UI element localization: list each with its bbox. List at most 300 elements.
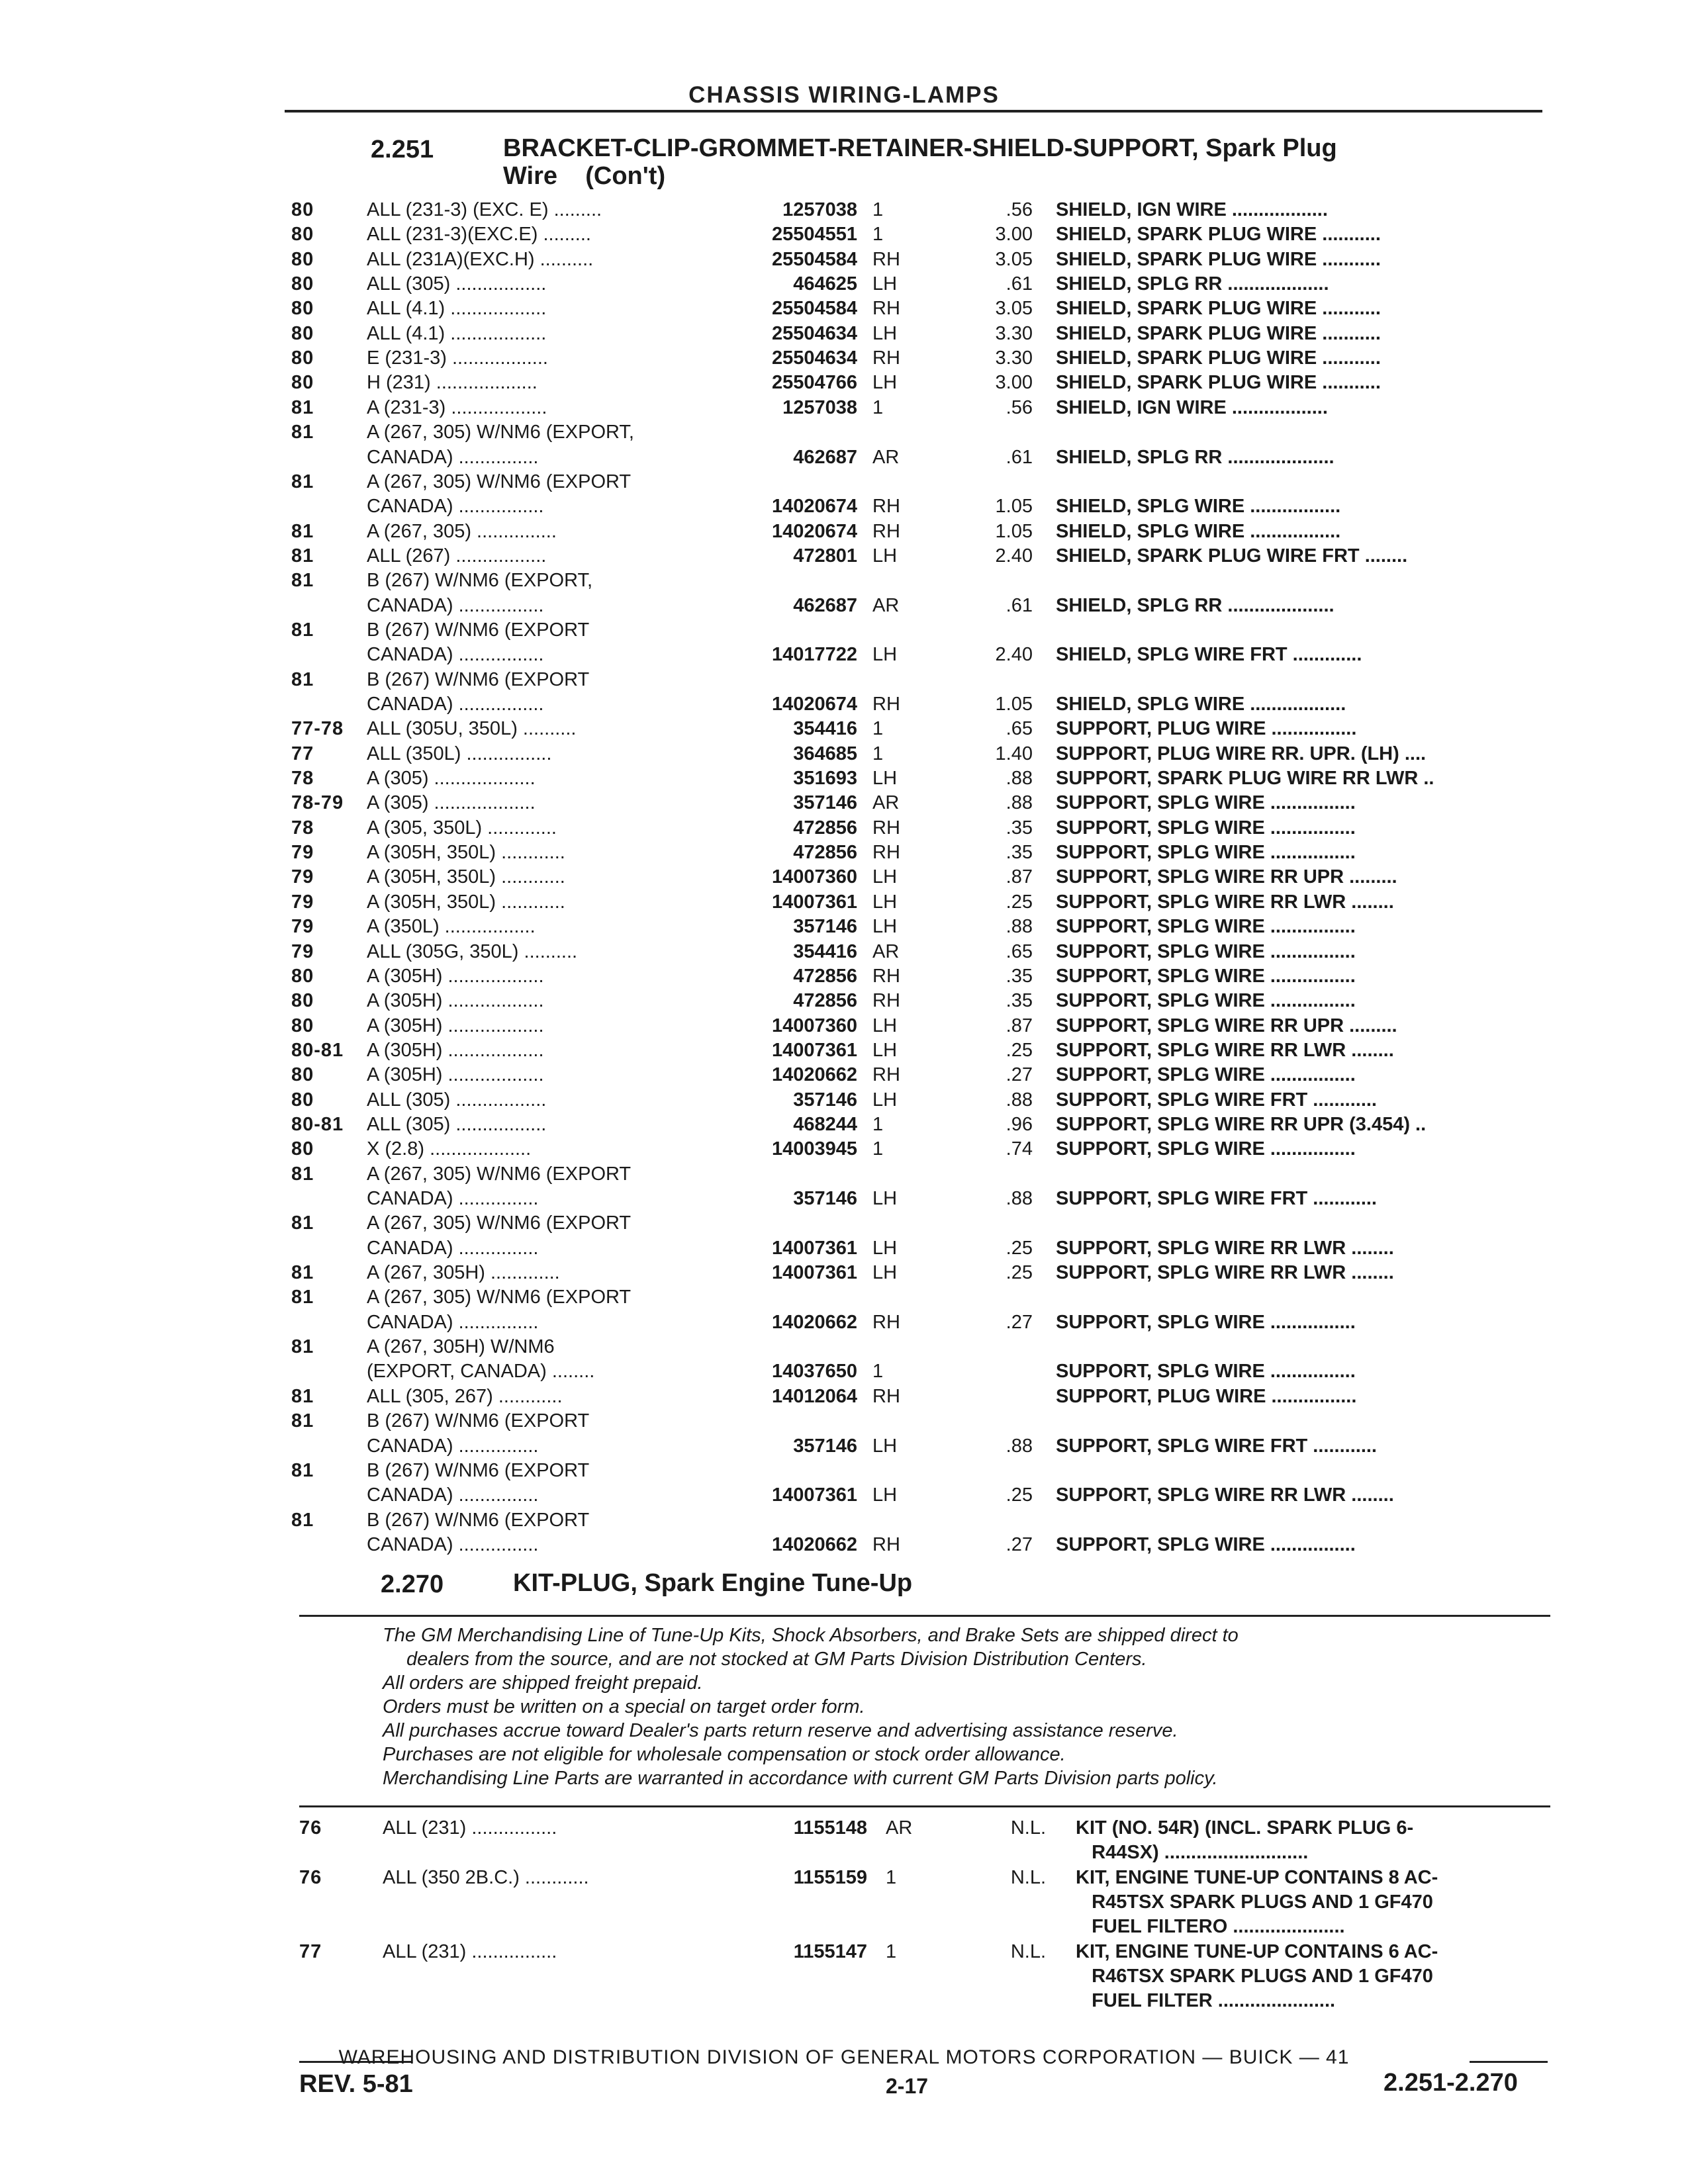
section-number: 2.251 [371, 136, 434, 163]
price-cell: 3.05 [995, 298, 1033, 320]
description-cell: FUEL FILTER ...................... [1076, 1990, 1336, 2012]
quantity-cell: 1 [872, 199, 884, 220]
table-row [0, 964, 1688, 989]
table-row [0, 1210, 1688, 1236]
part-number-cell: 14007360 [771, 866, 857, 888]
part-number-cell: 14020674 [771, 520, 857, 542]
part-number-cell: 14007360 [771, 1015, 857, 1036]
description-cell: SUPPORT, SPLG WIRE ................ [1056, 916, 1356, 938]
application-cell: ALL (350 2B.C.) ............ [383, 1866, 589, 1888]
description-cell: SUPPORT, SPLG WIRE FRT ............ [1056, 1435, 1377, 1457]
table-row [0, 716, 1688, 741]
price-cell: 3.05 [995, 248, 1033, 270]
part-number-cell: 354416 [793, 718, 857, 740]
merchandising-notes [383, 1623, 1239, 1790]
table-row [0, 1458, 1688, 1483]
application-cell: A (267, 305) W/NM6 (EXPORT [367, 1163, 632, 1185]
table-row [0, 766, 1688, 791]
description-cell: SUPPORT, SPLG WIRE RR UPR (3.454) .. [1056, 1113, 1427, 1135]
part-number-cell: 14020674 [771, 694, 857, 715]
table-row [0, 741, 1688, 766]
description-cell: SUPPORT, SPLG WIRE ................ [1056, 1533, 1356, 1555]
application-cell: ALL (305G, 350L) .......... [367, 940, 578, 962]
quantity-cell: RH [872, 1311, 900, 1333]
application-cell: CANADA) ............... [367, 446, 539, 468]
application-cell: ALL (305) ................. [367, 273, 547, 295]
table-row [0, 568, 1688, 593]
price-cell: .88 [1006, 792, 1033, 814]
description-cell: SHIELD, SPARK PLUG WIRE ........... [1056, 372, 1381, 394]
year-cell: 79 [291, 940, 314, 962]
price-cell: .56 [1006, 396, 1033, 418]
description-cell: SUPPORT, SPLG WIRE RR LWR ........ [1056, 1484, 1394, 1506]
description-cell: SHIELD, SPARK PLUG WIRE ........... [1056, 224, 1381, 246]
application-cell: ALL (267) ................. [367, 545, 547, 567]
part-number-cell: 472801 [793, 545, 857, 567]
description-cell: SHIELD, SPARK PLUG WIRE FRT ........ [1056, 545, 1408, 567]
price-cell: .65 [1006, 718, 1033, 740]
application-cell: A (305H) .................. [367, 1039, 544, 1061]
price-cell: .25 [1006, 891, 1033, 913]
price-cell: N.L. [1010, 1940, 1046, 1962]
price-cell: .88 [1006, 768, 1033, 790]
application-cell: A (267, 305) W/NM6 (EXPORT [367, 1212, 632, 1234]
year-cell: 80-81 [291, 1039, 344, 1061]
table-row [0, 889, 1688, 915]
part-number-cell: 364685 [793, 743, 857, 764]
price-cell: N.L. [1010, 1817, 1046, 1839]
footer-publisher: WAREHOUSING AND DISTRIBUTION DIVISION OF GENERAL MOTORS CORPORATION — BUICK — 41 [338, 2046, 1350, 2068]
quantity-cell: RH [872, 694, 900, 715]
part-number-cell: 25504584 [771, 298, 857, 320]
part-number-cell: 1257038 [782, 199, 857, 220]
part-number-cell: 351693 [793, 768, 857, 790]
table-row [0, 864, 1688, 889]
part-number-cell: 462687 [793, 446, 857, 468]
table-row [0, 692, 1688, 717]
year-cell: 81 [291, 1385, 314, 1407]
year-cell: 79 [291, 916, 314, 938]
table-row [0, 543, 1688, 569]
notes-bottom-rule [299, 1805, 1550, 1807]
quantity-cell: RH [872, 1385, 900, 1407]
price-cell: .35 [1006, 990, 1033, 1012]
price-cell: .61 [1006, 273, 1033, 295]
description-cell: SUPPORT, SPLG WIRE FRT ............ [1056, 1089, 1377, 1111]
quantity-cell: RH [872, 1533, 900, 1555]
description-cell: R44SX) ........................... [1076, 1842, 1309, 1864]
part-number-cell: 25504551 [771, 224, 857, 246]
price-cell: .25 [1006, 1039, 1033, 1061]
description-cell: SUPPORT, SPLG WIRE ................ [1056, 792, 1356, 814]
quantity-cell: 1 [872, 1113, 884, 1135]
quantity-cell: AR [886, 1817, 913, 1839]
quantity-cell: LH [872, 545, 898, 567]
part-number-cell: 472856 [793, 965, 857, 987]
part-number-cell: 1155148 [793, 1817, 867, 1839]
table-row [0, 1914, 1688, 1939]
table-row [0, 222, 1688, 247]
table-row [0, 1865, 1688, 1890]
table-row [0, 1236, 1688, 1261]
year-cell: 80 [291, 298, 314, 320]
price-cell: .61 [1006, 446, 1033, 468]
year-cell: 81 [291, 570, 314, 592]
description-cell: SUPPORT, SPLG WIRE ................ [1056, 940, 1356, 962]
description-cell: SUPPORT, SPARK PLUG WIRE RR LWR .. [1056, 768, 1434, 790]
application-cell: ALL (231) ................ [383, 1940, 557, 1962]
price-cell: .35 [1006, 817, 1033, 839]
table-row [0, 296, 1688, 321]
part-number-cell: 25504634 [771, 322, 857, 344]
table-row [0, 1087, 1688, 1113]
table-row [0, 1112, 1688, 1137]
description-cell: SUPPORT, SPLG WIRE ................ [1056, 1064, 1356, 1086]
notes-top-rule [299, 1615, 1550, 1617]
table-row [0, 1508, 1688, 1533]
price-cell: .88 [1006, 1188, 1033, 1209]
application-cell: B (267) W/NM6 (EXPORT [367, 1410, 590, 1432]
table-row [0, 1186, 1688, 1211]
description-cell: SUPPORT, SPLG WIRE ................ [1056, 842, 1356, 864]
year-cell: 80-81 [291, 1113, 344, 1135]
table-row [0, 1038, 1688, 1063]
application-cell: A (305) ................... [367, 792, 536, 814]
quantity-cell: RH [872, 842, 900, 864]
application-cell: B (267) W/NM6 (EXPORT [367, 1509, 590, 1531]
part-number-cell: 468244 [793, 1113, 857, 1135]
year-cell: 81 [291, 520, 314, 542]
application-cell: A (305H) .................. [367, 1064, 544, 1086]
table-row [0, 1136, 1688, 1161]
description-cell: SHIELD, SPLG RR .................... [1056, 594, 1335, 616]
application-cell: CANADA) ............... [367, 1435, 539, 1457]
price-cell: .96 [1006, 1113, 1033, 1135]
year-cell: 81 [291, 545, 314, 567]
note-line: Orders must be written on a special on target order form. [383, 1696, 865, 1717]
price-cell: 2.40 [995, 545, 1033, 567]
part-number-cell: 354416 [793, 940, 857, 962]
year-cell: 78-79 [291, 792, 344, 814]
note-line: All purchases accrue toward Dealer's parts return reserve and advertising assistance reserve. [383, 1720, 1178, 1741]
year-cell: 80 [291, 1015, 314, 1036]
table-row [0, 1939, 1688, 1964]
description-cell: R46TSX SPARK PLUGS AND 1 GF470 [1076, 1965, 1433, 1987]
price-cell: 3.30 [995, 347, 1033, 369]
price-cell: .25 [1006, 1484, 1033, 1506]
quantity-cell: LH [872, 644, 898, 666]
year-cell: 81 [291, 1163, 314, 1185]
table-row [0, 790, 1688, 815]
year-cell: 81 [291, 471, 314, 492]
part-number-cell: 14012064 [771, 1385, 857, 1407]
year-cell: 80 [291, 1089, 314, 1111]
quantity-cell: LH [872, 1484, 898, 1506]
application-cell: A (267, 305) W/NM6 (EXPORT, [367, 422, 634, 443]
part-number-cell: 1155147 [793, 1940, 867, 1962]
year-cell: 80 [291, 224, 314, 246]
description-cell: KIT (NO. 54R) (INCL. SPARK PLUG 6- [1076, 1817, 1414, 1839]
application-cell: A (305, 350L) ............. [367, 817, 557, 839]
application-cell: A (305H) .................. [367, 965, 544, 987]
table-row [0, 1285, 1688, 1310]
part-number-cell: 464625 [793, 273, 857, 295]
price-cell: .25 [1006, 1262, 1033, 1284]
application-cell: ALL (305, 267) ............ [367, 1385, 563, 1407]
year-cell: 80 [291, 248, 314, 270]
table-row [0, 1013, 1688, 1038]
quantity-cell: RH [872, 817, 900, 839]
description-cell: SUPPORT, SPLG WIRE ................ [1056, 1138, 1356, 1160]
description-cell: SUPPORT, SPLG WIRE ................ [1056, 1311, 1356, 1333]
quantity-cell: AR [872, 792, 900, 814]
section-number: 2.270 [381, 1570, 444, 1598]
application-cell: A (267, 305) W/NM6 (EXPORT [367, 1287, 632, 1308]
year-cell: 81 [291, 1336, 314, 1358]
quantity-cell: 1 [872, 718, 884, 740]
part-number-cell: 472856 [793, 990, 857, 1012]
description-cell: SUPPORT, SPLG WIRE RR UPR ......... [1056, 1015, 1397, 1036]
quantity-cell: LH [872, 1237, 898, 1259]
application-cell: A (267, 305H) ............. [367, 1262, 560, 1284]
part-number-cell: 1257038 [782, 396, 857, 418]
year-cell: 76 [299, 1817, 322, 1839]
table-row [0, 1260, 1688, 1285]
description-cell: SUPPORT, PLUG WIRE RR. UPR. (LH) .... [1056, 743, 1427, 764]
table-row [0, 519, 1688, 544]
price-cell: .88 [1006, 1089, 1033, 1111]
year-cell: 79 [291, 866, 314, 888]
part-number-cell: 472856 [793, 817, 857, 839]
description-cell: SHIELD, SPARK PLUG WIRE ........... [1056, 298, 1381, 320]
price-cell: .27 [1006, 1064, 1033, 1086]
table-row [0, 667, 1688, 692]
year-cell: 81 [291, 668, 314, 690]
table-row [0, 345, 1688, 371]
table-row [0, 1889, 1688, 1915]
price-cell: 1.05 [995, 520, 1033, 542]
price-cell: 2.40 [995, 644, 1033, 666]
price-cell: 1.05 [995, 496, 1033, 518]
application-cell: CANADA) ............... [367, 1188, 539, 1209]
quantity-cell: LH [872, 273, 898, 295]
price-cell: 1.40 [995, 743, 1033, 764]
table-row [0, 469, 1688, 494]
section-range: 2.251-2.270 [1383, 2069, 1518, 2097]
application-cell: CANADA) ............... [367, 1237, 539, 1259]
quantity-cell: 1 [872, 743, 884, 764]
application-cell: CANADA) ............... [367, 1533, 539, 1555]
quantity-cell: RH [872, 990, 900, 1012]
application-cell: ALL (231A)(EXC.H) .......... [367, 248, 594, 270]
part-number-cell: 472856 [793, 842, 857, 864]
note-line: dealers from the source, and are not stocked at GM Parts Division Distribution Centers. [406, 1649, 1147, 1670]
quantity-cell: LH [872, 1435, 898, 1457]
quantity-cell: 1 [886, 1940, 897, 1962]
table-row [0, 593, 1688, 618]
table-row [0, 1532, 1688, 1557]
application-cell: A (305H, 350L) ............ [367, 866, 565, 888]
quantity-cell: LH [872, 891, 898, 913]
price-cell: 1.05 [995, 694, 1033, 715]
year-cell: 79 [291, 891, 314, 913]
application-cell: ALL (4.1) .................. [367, 322, 547, 344]
description-cell: SUPPORT, SPLG WIRE FRT ............ [1056, 1188, 1377, 1209]
quantity-cell: RH [872, 298, 900, 320]
footer-right-rule [1470, 2061, 1548, 2063]
application-cell: A (305H, 350L) ............ [367, 842, 565, 864]
quantity-cell: LH [872, 768, 898, 790]
application-cell: A (231-3) .................. [367, 396, 547, 418]
part-number-cell: 357146 [793, 1089, 857, 1111]
section-title-line2: Wire (Con't) [503, 162, 666, 190]
description-cell: SHIELD, SPARK PLUG WIRE ........... [1056, 248, 1381, 270]
year-cell: 78 [291, 817, 314, 839]
part-number-cell: 14007361 [771, 1484, 857, 1506]
price-cell: .61 [1006, 594, 1033, 616]
description-cell: SHIELD, SPLG RR ................... [1056, 273, 1329, 295]
application-cell: CANADA) ................ [367, 644, 544, 666]
year-cell: 77 [299, 1940, 322, 1962]
year-cell: 80 [291, 965, 314, 987]
part-number-cell: 14020662 [771, 1064, 857, 1086]
table-row [0, 1482, 1688, 1508]
section-title: KIT-PLUG, Spark Engine Tune-Up [513, 1569, 913, 1597]
part-number-cell: 462687 [793, 594, 857, 616]
description-cell: SUPPORT, SPLG WIRE ................ [1056, 1361, 1356, 1383]
application-cell: CANADA) ................ [367, 694, 544, 715]
table-row [0, 494, 1688, 519]
application-cell: ALL (305U, 350L) .......... [367, 718, 577, 740]
price-cell: .27 [1006, 1311, 1033, 1333]
table-row [0, 395, 1688, 420]
description-cell: SUPPORT, SPLG WIRE RR LWR ........ [1056, 891, 1394, 913]
description-cell: SUPPORT, SPLG WIRE RR LWR ........ [1056, 1237, 1394, 1259]
quantity-cell: 1 [872, 1361, 884, 1383]
application-cell: A (267, 305H) W/NM6 [367, 1336, 555, 1358]
part-number-cell: 1155159 [793, 1866, 867, 1888]
note-line: Purchases are not eligible for wholesale compensation or stock order allowance. [383, 1744, 1066, 1765]
year-cell: 81 [291, 1410, 314, 1432]
description-cell: SHIELD, SPLG WIRE ................. [1056, 520, 1341, 542]
quantity-cell: RH [872, 965, 900, 987]
description-cell: SHIELD, SPLG WIRE ................. [1056, 496, 1341, 518]
year-cell: 76 [299, 1866, 322, 1888]
table-row [0, 1161, 1688, 1187]
table-row [0, 1408, 1688, 1433]
description-cell: SUPPORT, SPLG WIRE ................ [1056, 990, 1356, 1012]
part-number-cell: 14020662 [771, 1311, 857, 1333]
part-number-cell: 14017722 [771, 644, 857, 666]
price-cell: .87 [1006, 1015, 1033, 1036]
table-row [0, 1384, 1688, 1409]
revision-label: REV. 5-81 [299, 2070, 413, 2098]
price-cell: .87 [1006, 866, 1033, 888]
quantity-cell: 1 [872, 396, 884, 418]
price-cell: .56 [1006, 199, 1033, 220]
table-row [0, 1964, 1688, 1989]
table-row [0, 1310, 1688, 1335]
quantity-cell: LH [872, 1262, 898, 1284]
table-row [0, 1359, 1688, 1384]
year-cell: 77 [291, 743, 314, 764]
year-cell: 80 [291, 990, 314, 1012]
price-cell: 3.00 [995, 224, 1033, 246]
section-title-line1: BRACKET-CLIP-GROMMET-RETAINER-SHIELD-SUPPORT, Spark Plug [503, 134, 1337, 162]
application-cell: A (305H) .................. [367, 990, 544, 1012]
part-number-cell: 14020662 [771, 1533, 857, 1555]
quantity-cell: RH [872, 496, 900, 518]
part-number-cell: 14020674 [771, 496, 857, 518]
price-cell: .35 [1006, 842, 1033, 864]
description-cell: KIT, ENGINE TUNE-UP CONTAINS 6 AC- [1076, 1940, 1438, 1962]
application-cell: CANADA) ............... [367, 1484, 539, 1506]
year-cell: 80 [291, 199, 314, 220]
application-cell: X (2.8) ................... [367, 1138, 532, 1160]
description-cell: SUPPORT, SPLG WIRE RR LWR ........ [1056, 1039, 1394, 1061]
year-cell: 80 [291, 372, 314, 394]
quantity-cell: 1 [872, 224, 884, 246]
description-cell: SUPPORT, PLUG WIRE ................ [1056, 718, 1357, 740]
description-cell: SUPPORT, SPLG WIRE RR LWR ........ [1056, 1262, 1394, 1284]
table-row [0, 1433, 1688, 1459]
quantity-cell: LH [872, 1039, 898, 1061]
part-number-cell: 14007361 [771, 1262, 857, 1284]
application-cell: B (267) W/NM6 (EXPORT [367, 619, 590, 641]
price-cell: .65 [1006, 940, 1033, 962]
table-row [0, 617, 1688, 643]
application-cell: ALL (4.1) .................. [367, 298, 547, 320]
quantity-cell: AR [872, 940, 900, 962]
application-cell: A (267, 305) W/NM6 (EXPORT [367, 471, 632, 492]
quantity-cell: LH [872, 372, 898, 394]
application-cell: A (305H, 350L) ............ [367, 891, 565, 913]
part-number-cell: 357146 [793, 1188, 857, 1209]
quantity-cell: 1 [872, 1138, 884, 1160]
year-cell: 80 [291, 322, 314, 344]
part-number-cell: 357146 [793, 916, 857, 938]
year-cell: 81 [291, 1459, 314, 1481]
application-cell: ALL (231-3) (EXC. E) ......... [367, 199, 602, 220]
table-row [0, 370, 1688, 395]
table-row [0, 420, 1688, 445]
description-cell: SHIELD, IGN WIRE .................. [1056, 396, 1328, 418]
note-line: All orders are shipped freight prepaid. [383, 1672, 703, 1694]
table-row [0, 914, 1688, 939]
application-cell: ALL (305) ................. [367, 1113, 547, 1135]
price-cell: N.L. [1010, 1866, 1046, 1888]
year-cell: 80 [291, 347, 314, 369]
description-cell: SHIELD, SPLG WIRE FRT ............. [1056, 644, 1362, 666]
application-cell: E (231-3) .................. [367, 347, 548, 369]
table-row [0, 1988, 1688, 2013]
quantity-cell: AR [872, 446, 900, 468]
year-cell: 80 [291, 1138, 314, 1160]
year-cell: 80 [291, 1064, 314, 1086]
part-number-cell: 357146 [793, 1435, 857, 1457]
description-cell: SHIELD, SPLG RR .................... [1056, 446, 1335, 468]
table-row [0, 197, 1688, 222]
application-cell: B (267) W/NM6 (EXPORT [367, 1459, 590, 1481]
application-cell: A (305) ................... [367, 768, 536, 790]
description-cell: SHIELD, SPARK PLUG WIRE ........... [1056, 322, 1381, 344]
year-cell: 81 [291, 619, 314, 641]
table-row [0, 445, 1688, 470]
quantity-cell: LH [872, 916, 898, 938]
application-cell: ALL (231) ................ [383, 1817, 557, 1839]
table-row [0, 1334, 1688, 1359]
note-line: The GM Merchandising Line of Tune-Up Kits, Shock Absorbers, and Brake Sets are shipped direct to [383, 1625, 1239, 1646]
